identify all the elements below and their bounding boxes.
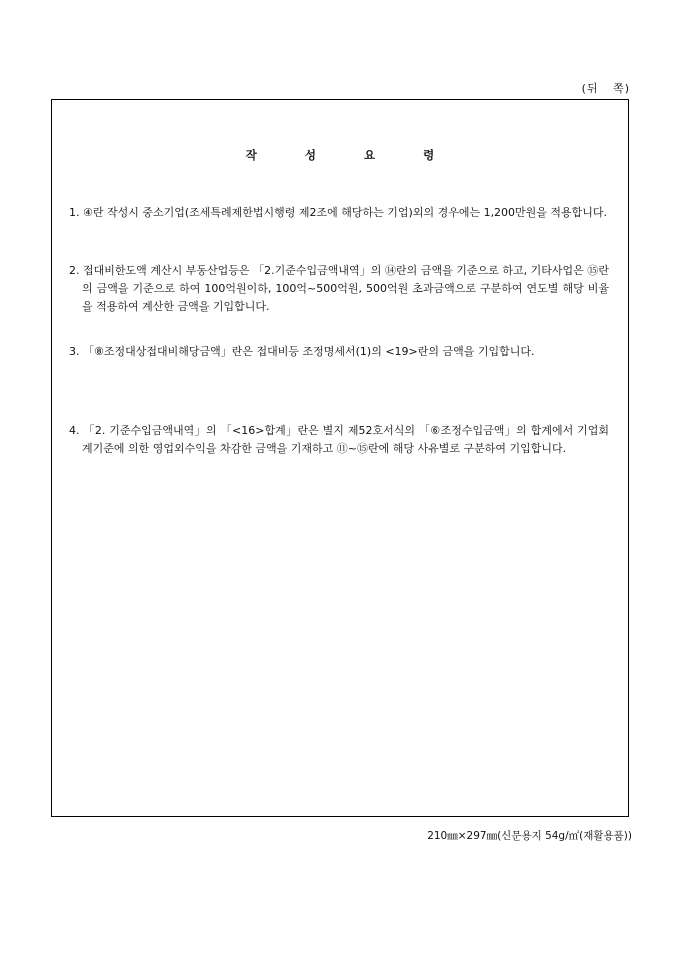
instruction-item-1: 1. ④란 작성시 중소기업(조세특례제한법시행령 제2조에 해당하는 기업)외의 경우에는 1,200만원을 적용합니다. <box>69 206 608 219</box>
page-title: 작 성 요 령 <box>245 148 435 162</box>
instruction-item-4: 4. 「2. 기준수입금액내역」의 「<16>합계」란은 별지 제52호서식의 「⑥조정수입금액」의 합계에서 기업회계기준에 의한 영업외수익을 차감한 금액을 기재하고 ⑪~⑮란에 해당 사유별로 구분하여 기입합니다. <box>69 424 609 455</box>
page-side-label: (뒤 쪽) <box>581 82 630 95</box>
paper-spec-note: 210㎜×297㎜(신문용지 54g/㎡(재활용품)) <box>427 830 632 842</box>
instruction-item-2: 2. 접대비한도액 계산시 부동산업등은 「2.기준수입금액내역」의 ⑭란의 금액을 기준으로 하고, 기타사업은 ⑮란의 금액을 기준으로 하여 100억원이하, 100억~500억원, 500억원 초과금액으로 구분하여 연도별 해당 비율을 적용하여 계산한 금액을 기입합니다. <box>69 264 609 313</box>
instructions-box <box>51 99 629 817</box>
instruction-item-3: 3. 「⑧조정대상접대비해당금액」란은 접대비등 조정명세서(1)의 <19>란의 금액을 기입합니다. <box>69 345 535 358</box>
